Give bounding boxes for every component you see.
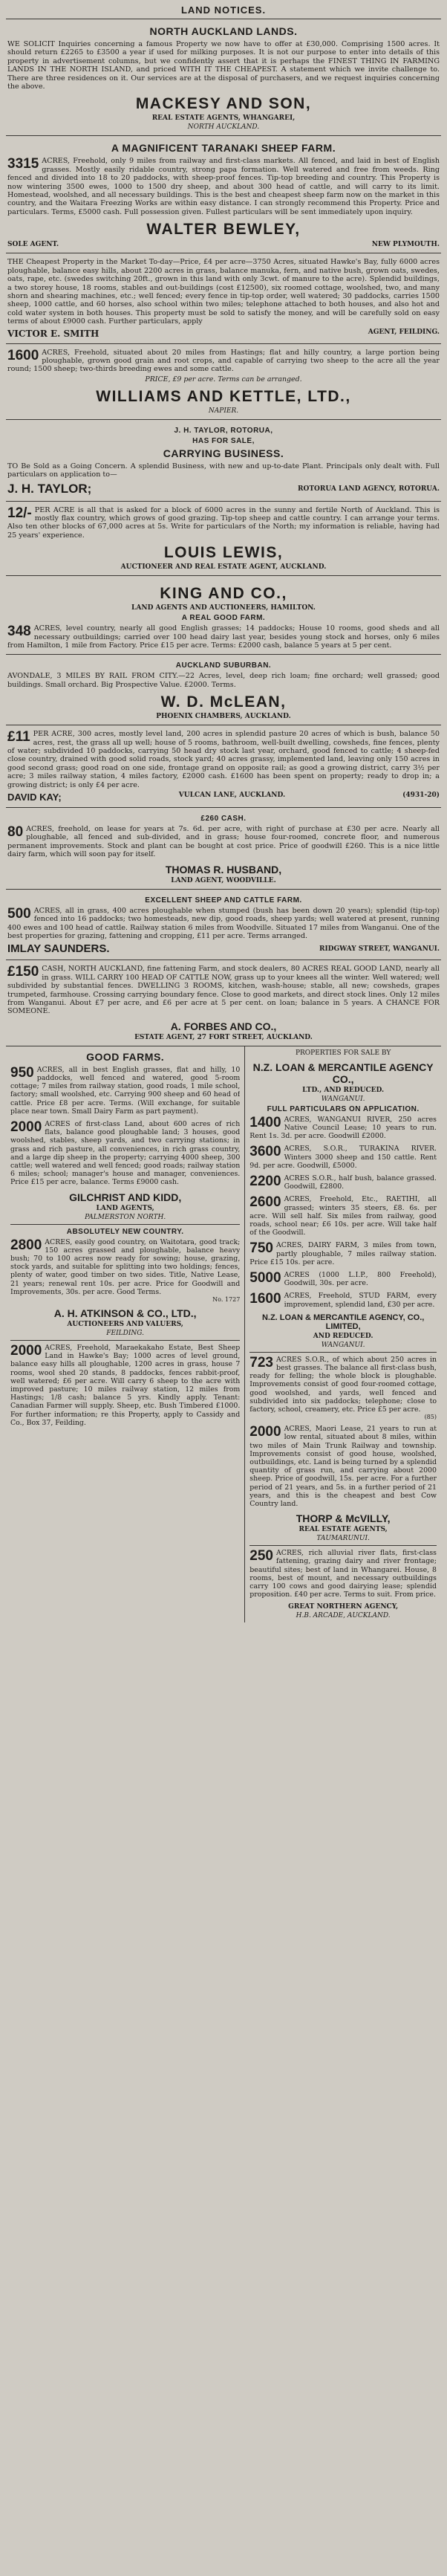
listing-body	[249, 1549, 437, 1599]
two-column-section	[6, 1046, 441, 1623]
firm-name: MACKESY AND SON,	[135, 95, 312, 113]
price-line: PRICE, £9 per acre. Terms can be arranged.	[145, 375, 302, 384]
ad-heading: GOOD FARMS.	[86, 1050, 165, 1063]
firm-name: WALTER BEWLEY,	[146, 221, 301, 239]
ad-subheading: ABSOLUTELY NEW COUNTRY.	[66, 1227, 184, 1236]
right-column	[245, 1046, 441, 1623]
firm-name: GREAT NORTHERN AGENCY,	[288, 1603, 399, 1611]
ad-body: AVONDALE, 3 MILES BY RAIL FROM CITY.—22 Acres, level, deep rich loam; fine orchard; well grassed; good buildings. Small orchard. Big Prospective Value. £2000. Terms.	[7, 672, 440, 689]
ad-body	[7, 506, 440, 540]
ad-north-auckland	[6, 19, 441, 135]
lead-number: 2000	[249, 1425, 281, 1440]
listing-body	[10, 1344, 240, 1427]
listing-body	[249, 1195, 437, 1237]
firm-name: WILLIAMS AND KETTLE, LTD.,	[96, 387, 351, 405]
ad-forbes	[6, 959, 441, 1045]
listing	[249, 1549, 437, 1599]
listing	[249, 1241, 437, 1266]
ad-body: THE Cheapest Property in the Market To-day—Price, £4 per acre—3750 Acres, situated Hawke's Bay, fully 6000 acres ploughable, balance easy hills, about 2200 acres in grass, balance manuka, fern, and native bush, grown oats, swedes, oats, rape, etc. (swedes switching 20ft., grown in this land with only 3cwt. of manure to the acre). Splendid buildings, a two storey house, 18 rooms, stables and out-buildings (cost £12500), six roomed cottage, woolshed, two, and many shorn and shearing machines, etc.; well fenced; every fence in tip-top order, well watered; 30 paddocks, carries 1500 sheep, 1000 cattle, and 60 horses, also school within two miles; telephone attached to both houses, and also hot and cold water system in both houses. This property must be sold to satisfy the money, and will be carefully sold on easy terms of about £9000 cash. Further particulars, apply	[7, 258, 440, 326]
firm-sub: LAND AGENTS AND AUCTIONEERS, HAMILTON.	[131, 604, 316, 612]
ad-subheading: EXCELLENT SHEEP AND CATTLE FARM.	[145, 896, 302, 904]
divider	[10, 1224, 240, 1225]
firm-location: NAPIER.	[208, 407, 239, 415]
firm-location: NORTH AUCKLAND.	[187, 123, 260, 132]
firm-location: H.B. ARCADE, AUCKLAND.	[296, 1612, 391, 1620]
lead-number: 2200	[249, 1174, 281, 1189]
ad-reference: (85)	[424, 1414, 437, 1421]
firm-name: KING AND CO.,	[160, 585, 287, 603]
ad-subheading: £260 CASH.	[200, 815, 247, 823]
listing-body	[249, 1116, 437, 1141]
ad-reference: (4931-20)	[402, 792, 440, 800]
lead-number: 5000	[249, 1271, 281, 1286]
listing	[249, 1195, 437, 1237]
listing-body	[249, 1356, 437, 1414]
listing-text: ACRES, easily good country, on Waitotara, good track; 150 acres grassed and ploughable, balance heavy bush; 70 to 100 acres now ready for sowing; house, grazing, stock yards, and suitable for splitting into two holdings; fences, plenty of water, good timber on two sides. Title, Native Lease, 21 years; renewal rent 10s. per acre. Price for Goodwill and Improvements, 30s. per acre. Good Terms.	[10, 1237, 241, 1296]
firm-name: A. FORBES AND CO.,	[170, 1020, 277, 1032]
ad-subheading: FULL PARTICULARS ON APPLICATION.	[267, 1104, 420, 1113]
ad-imlay	[6, 889, 441, 960]
firm-sub: ESTATE AGENT, 27 FORT STREET, AUCKLAND.	[134, 1033, 313, 1041]
ad-text: ACRES, level country, nearly all good English grasses; 14 paddocks; House 10 rooms, good sheds and all necessary outbuildings; carried over 100 head dairy last year, besides young stock and horses, only 6 miles from Hamilton, 1 mile from Factory. Price £15 per acre. Terms: £2000 cash, balance 5 years at 5 per cent.	[7, 624, 440, 650]
listing-body	[10, 1120, 240, 1187]
lead-number: 12/-	[7, 505, 32, 521]
lead-number: 1600	[7, 347, 39, 363]
lead-number: £11	[7, 729, 30, 745]
firm-role: SOLE AGENT.	[7, 241, 59, 249]
ad-text: PER ACRE, 300 acres, mostly level land, 200 acres in splendid pasture 20 acres of which is bush, balance 50 acres, rest, the grass all up well; house of 5 rooms, bathroom, well-built dwelling, cowsheds, fine fences, plenty of water; subdivided 10 paddocks, carrying 50 head dry stock last year, orchard, good fenced to cattle; 4 sheep-fed close country, drained with good solid roads, stock yard; 40 acres grassy, implemented land, leaving only 150 acres in good second grass; good road on one side, frontage grand on opposite rail; as good a growing district, carry 3½ per acre; 3 miles railway station, 4 miles factory, £2000 cash. £1600 has been spent on property; ready to drop in; a growing district; is only £4 per acre.	[7, 730, 440, 789]
lead-number: 2000	[10, 1119, 42, 1135]
lead-number: £150	[7, 964, 39, 980]
firm-sub: AUCTIONEER AND REAL ESTATE AGENT, AUCKLAND.	[120, 563, 327, 572]
ad-subheading: AUCKLAND SUBURBAN.	[175, 661, 272, 670]
ad-text: ACRES, all in grass, 400 acres ploughable when stumped (bush has been down 20 years); splendid (tip-top) fenced into 16 paddocks; two homesteads, new dip, good roads, sheep yards; well watered at present, running 400 ewes and 100 head of cattle. Railway station 6 miles from Woodville. Situated 17 miles from Wanganui. One of the best properties for grazing, fattening and cropping, £11 per acre. Terms arranged.	[7, 906, 440, 940]
firm-sub: REAL ESTATE AGENTS,	[298, 1526, 388, 1534]
firm-location: WANGANUI.	[321, 1095, 365, 1103]
firm-name: A. H. ATKINSON & CO., LTD.,	[53, 1307, 197, 1320]
divider	[10, 1340, 240, 1341]
divider	[249, 1352, 437, 1353]
lead-number: 80	[7, 824, 24, 841]
listing	[249, 1174, 437, 1191]
ad-subheading: A REAL GOOD FARM.	[181, 614, 266, 623]
lead-number: 2800	[10, 1237, 42, 1253]
firm-name: THORP & McVILLY,	[296, 1512, 391, 1525]
firm-location: PALMERSTON NORTH.	[85, 1213, 166, 1221]
listing	[10, 1120, 240, 1187]
firm-sub: AUCTIONEERS AND VALUERS,	[67, 1321, 183, 1329]
firm-name: IMLAY SAUNDERS.	[7, 942, 110, 956]
firm-location: FEILDING.	[106, 1330, 145, 1338]
firm-name: GILCHRIST AND KIDD,	[69, 1191, 182, 1203]
firm-row	[7, 792, 440, 803]
listing	[249, 1271, 437, 1287]
listing	[249, 1425, 437, 1508]
firm-location: TAUMARUNUI.	[316, 1535, 370, 1543]
firm-name: THOMAS R. HUSBAND,	[165, 863, 282, 876]
firm-sub: LTD., AND REDUCED.	[302, 1086, 385, 1094]
listing	[249, 1292, 437, 1308]
ad-heading: NORTH AUCKLAND LANDS.	[149, 25, 298, 37]
ad-text: PER ACRE is all that is asked for a block of 6000 acres in the sunny and fertile North of Auckland. This is mostly flax country, which grows of good grazing. Tip-top sheep and cattle country. I can arrange your terms. Also ten other blocks of 67,000 acres at 5s. Write for particulars of the North; my information is reliable, having had 25 years' experience.	[7, 505, 440, 540]
firm-name: DAVID KAY;	[7, 792, 62, 803]
firm-row	[7, 241, 440, 248]
ad-heading: A MAGNIFICENT TARANAKI SHEEP FARM.	[111, 142, 336, 155]
lead-number: 500	[7, 905, 31, 922]
ad-text: CASH, NORTH AUCKLAND, fine fattening Farm, and stock dealers, 80 ACRES REAL GOOD LAND, nearly all in grass. WILL CARRY 100 HEAD OF CATTLE NOW, grass up to your knees all the winter. Well watered; well subdivided by substantial fences. DWELLING 3 ROOMS, kitchen, wash-house; stable, all new; cowsheds, grapes trumpeted, farmhouse. Crossing carrying boundary fence. Close to good markets, and direct stock lines. Only 12 miles from Wanganui. About £7 per acre, and £6 per acre at 5 per cent. on loan; balance in 5 years. A CHANCE FOR SOMEONE.	[7, 965, 440, 1016]
listing-text: ACRES, all in best English grasses, flat and hilly, 10 paddocks, well fenced and watered, good 5-room cottage; 7 miles from railway station, good roads, 1 mile school, factory; small woolshed, etc. Carrying 900 sheep and 60 head of cattle. Price £8 per acre. Terms. (Will exchange, for suitable place near town. Small Dairy Farm as part payment).	[10, 1065, 241, 1116]
lead-number: 2000	[10, 1344, 42, 1359]
firm-name: LOUIS LEWIS,	[163, 544, 284, 562]
firm-location: WANGANUI.	[321, 1341, 365, 1349]
ad-king	[6, 575, 441, 654]
ad-feilding	[6, 253, 441, 343]
firm-name: N.Z. LOAN & MERCANTILE AGENCY, CO., LIMITED,	[261, 1313, 425, 1331]
firm-row	[7, 329, 440, 339]
lead-number: 2600	[249, 1195, 281, 1211]
listing-text: ACRES, Maori Lease, 21 years to run at low rental, situated about 8 miles, within two miles of Main Trunk Railway and township. Improvements consist of good house, woolshed, outbuildings, etc. Land is being turned by a splendid quantity of grass run, and carrying about 2000 sheep. Price of goodwill, 15s. per acre. For a further period of 21 years, and 5s. in a further period of 21 years, and this is the cheapest and best Cow Country land.	[249, 1425, 437, 1509]
firm-sub: LAND AGENTS,	[96, 1204, 154, 1212]
firm-row	[7, 942, 440, 955]
listing	[249, 1145, 437, 1170]
listing-text: ACRES of first-class Land, about 600 acres of rich flats, balance good ploughable land; 3 houses, good woolshed, stables, sheep yards, and two carrying stations; in grass and rich pasture, all conveniences, in rich grass country, and a large dip sheep in the property; carrying 4000 sheep, 300 cattle; well watered and well fenced; good roads; railway station 6 miles; school; manager's house and manager, conveniences. Price £15 per acre, balance. Terms £9000 cash.	[10, 1119, 241, 1187]
ad-text: ACRES, Freehold, situated about 20 miles from Hastings; flat and hilly country, a large portion being ploughable, grown good grain and root crops, and capable of carrying two sheep to the acre all the year round; 1500 sheep; two-thirds breeding ewes and some cattle.	[7, 348, 440, 374]
firm-row	[7, 482, 440, 496]
ad-body	[7, 907, 440, 941]
firm-location: ROTORUA LAND AGENCY, ROTORUA.	[298, 485, 440, 493]
listing-body	[10, 1066, 240, 1116]
ad-body	[7, 965, 440, 1015]
listing-body	[10, 1238, 240, 1296]
listing-body	[249, 1292, 437, 1308]
listing-body	[249, 1271, 437, 1287]
ad-heading: CARRYING BUSINESS.	[163, 447, 284, 459]
listing-text: ACRES S.O.R., of which about 250 acres in best grasses. The balance all first-class bush, ready for felling; the whole block is ploughable. Improvements consist of good four-roomed cottage, good woolshed, and yards, well fenced and subdivided into six paddocks; telephone; close to factory, school, creamery, etc. Price £5 per acre.	[249, 1355, 437, 1414]
ad-mclean	[6, 654, 441, 725]
firm-name: VICTOR E. SMITH	[7, 328, 99, 339]
listing-text: ACRES, rich alluvial river flats, first-class fattening, grazing dairy and river frontage; beautiful sites; best of land in Whangarei. House, 8 rooms, best of mount, and necessary outbuildings carry 100 cows and good dairying lease; splendid proposition. £40 per acre. Terms to suit. From price.	[249, 1549, 437, 1599]
firm-sub: AND REDUCED.	[313, 1332, 373, 1340]
top-line: J. H. TAYLOR, ROTORUA,	[174, 426, 273, 435]
firm-location: VULCAN LANE, AUCKLAND.	[178, 792, 286, 800]
listing-body	[249, 1174, 437, 1191]
firm-name: N.Z. LOAN & MERCANTILE AGENCY CO.,	[252, 1061, 434, 1085]
listing	[249, 1116, 437, 1141]
section-title: LAND NOTICES.	[180, 4, 267, 16]
listing-text: ACRES S.O.R., half bush, balance grassed. Goodwill, £2800.	[284, 1174, 437, 1191]
lead-number: 3315	[7, 156, 39, 172]
listing-text: ACRES, DAIRY FARM, 3 miles from town, partly ploughable, 7 miles railway station. Price £15 10s. per acre.	[249, 1241, 437, 1266]
listing	[249, 1356, 437, 1420]
listing-body	[249, 1145, 437, 1170]
firm-sub: REAL ESTATE AGENTS, WHANGAREI,	[151, 114, 296, 123]
firm-name: J. H. TAYLOR;	[7, 481, 92, 496]
listing-body	[249, 1241, 437, 1266]
ad-williams-kettle	[6, 343, 441, 419]
listing	[10, 1344, 240, 1427]
ad-body	[7, 624, 440, 650]
listing-text: ACRES, WANGANUI RIVER, 250 acres Native Council Lease; 10 years to run. Rent 1s. 3d. per acre. Goodwill £2000.	[249, 1115, 437, 1141]
firm-sub: LAND AGENT, WOODVILLE.	[171, 876, 276, 884]
divider	[249, 1545, 437, 1546]
firm-location: RIDGWAY STREET, WANGANUI.	[319, 945, 440, 953]
ad-text: ACRES, Freehold, only 9 miles from railway and first-class markets. All fenced, and laid in best of English grasses. Mostly easily ridable country, strong papa formation. Well watered and free from weeds. Ring fenced and divided into 18 to 20 paddocks, with sheep-proof fences. Tip-top breeding and country. This Property is now wintering 3500 ewes, 1000 to 1500 dry sheep, and about 300 head of cattle, and will carry to its limit. Homestead, woolshed, and all necessary buildings. This is the best and cheapest sheep farm now on the market in this country, and the Waitara Freezing Works are within easy distance. I can strongly recommend this Property. Price and particulars. Terms, £5000 cash. Full possession given. Fullest particulars will be sent immediately upon inquiry.	[7, 157, 440, 216]
lead-number: 348	[7, 624, 31, 640]
firm-location: NEW PLYMOUTH.	[371, 241, 440, 249]
ad-taylor	[6, 419, 441, 501]
listing	[10, 1238, 240, 1303]
lead-number: 1400	[249, 1115, 281, 1130]
listing-body	[249, 1425, 437, 1508]
lead-number: 750	[249, 1241, 273, 1257]
firm-sub: PHOENIX CHAMBERS, AUCKLAND.	[156, 713, 291, 721]
ad-text: ACRES, freehold, on lease for years at 7s. 6d. per acre, with right of purchase at £30 per acre. Nearly all ploughable, all fenced and sub-divided, and in grass; house four-roomed, concrete floor, and numerous permanent improvements. Stock and plant can be bought at cost price. Price of goodwill £260. This is a nice little dairy farm, which will soon pay for itself.	[7, 825, 440, 859]
lead-number: 1600	[249, 1292, 281, 1307]
ad-boyd	[6, 725, 441, 807]
ad-body	[7, 730, 440, 789]
lead-number: 3600	[249, 1145, 281, 1160]
top-line: PROPERTIES FOR SALE BY	[295, 1049, 391, 1057]
ad-body	[7, 825, 440, 859]
lead-number: 250	[249, 1549, 273, 1564]
listing-text: ACRES (1000 L.I.P., 800 Freehold), Goodwill, 30s. per acre.	[284, 1271, 437, 1288]
ad-body: TO Be Sold as a Going Concern. A splendid Business, with new and up-to-date Plant. Principals only dealt with. Full particulars on application to—	[7, 462, 440, 479]
ad-reference: No. 1727	[212, 1296, 241, 1304]
ad-lewis	[6, 501, 441, 576]
firm-location: AGENT, FEILDING.	[368, 328, 440, 336]
ad-body	[7, 349, 440, 374]
top-sub: HAS FOR SALE,	[192, 436, 255, 445]
listing	[10, 1066, 240, 1116]
ad-body: WE SOLICIT Inquiries concerning a famous Property we now have to offer at £30,000. Comprising 1500 acres. It should return £2265 to £3500 a year if used for milking purposes. It is not our purpose to enter into details of this property in advertisement columns, but we confidently assert that it is perhaps the FINEST THING IN FARMING LANDS IN THE NORTH ISLAND, and priced WITH IT THE CHEAPEST. A statement which we invite challenge to. There are three residences on it. Our services are at the disposal of purchasers, and we request inquiries concerning the above.	[7, 40, 440, 91]
ad-body	[7, 157, 440, 216]
listing-text: ACRES, S.O.R., TURAKINA RIVER. Winters 3000 sheep and 150 cattle. Rent 9d. per acre. Goodwill, £5000.	[249, 1145, 437, 1170]
listing-text: ACRES, Freehold, Etc., RAETIHI, all grassed; winters 35 steers, £8. 6s. per acre. Will sell half. Six miles from railway, good roads, school near; £6 10s. per acre. Will take half of the Goodwill.	[249, 1195, 437, 1237]
firm-name: W. D. McLEAN,	[160, 693, 287, 711]
lead-number: 950	[10, 1065, 34, 1081]
listing-text: ACRES, Freehold, STUD FARM, every improvement, splendid land, £30 per acre.	[284, 1292, 437, 1309]
ad-husband	[6, 807, 441, 889]
lead-number: 723	[249, 1355, 273, 1370]
listing-text: ACRES, Freehold, Maraekakaho Estate, Best Sheep Land in Hawke's Bay; 1000 acres of level ground, balance easy hills all ploughable, 1200 acres in grass, house 7 rooms, wool shed 20 stands, 8 paddocks, fences rabbit-proof, well watered; £6 per acre. Will carry 6 sheep to the acre with improved pasture; 10 miles railway station, 12 miles from Hastings; 1/8 cash; balance 5 yrs. Kindly apply. Tenant: Canadian Farmer will supply. Sheep, etc. Bush Timbered £1000. For further information; re this Property, apply to Cassidy and Co., Box 37, Feilding.	[10, 1344, 241, 1427]
left-column	[6, 1046, 245, 1623]
ad-taranaki	[6, 135, 441, 253]
